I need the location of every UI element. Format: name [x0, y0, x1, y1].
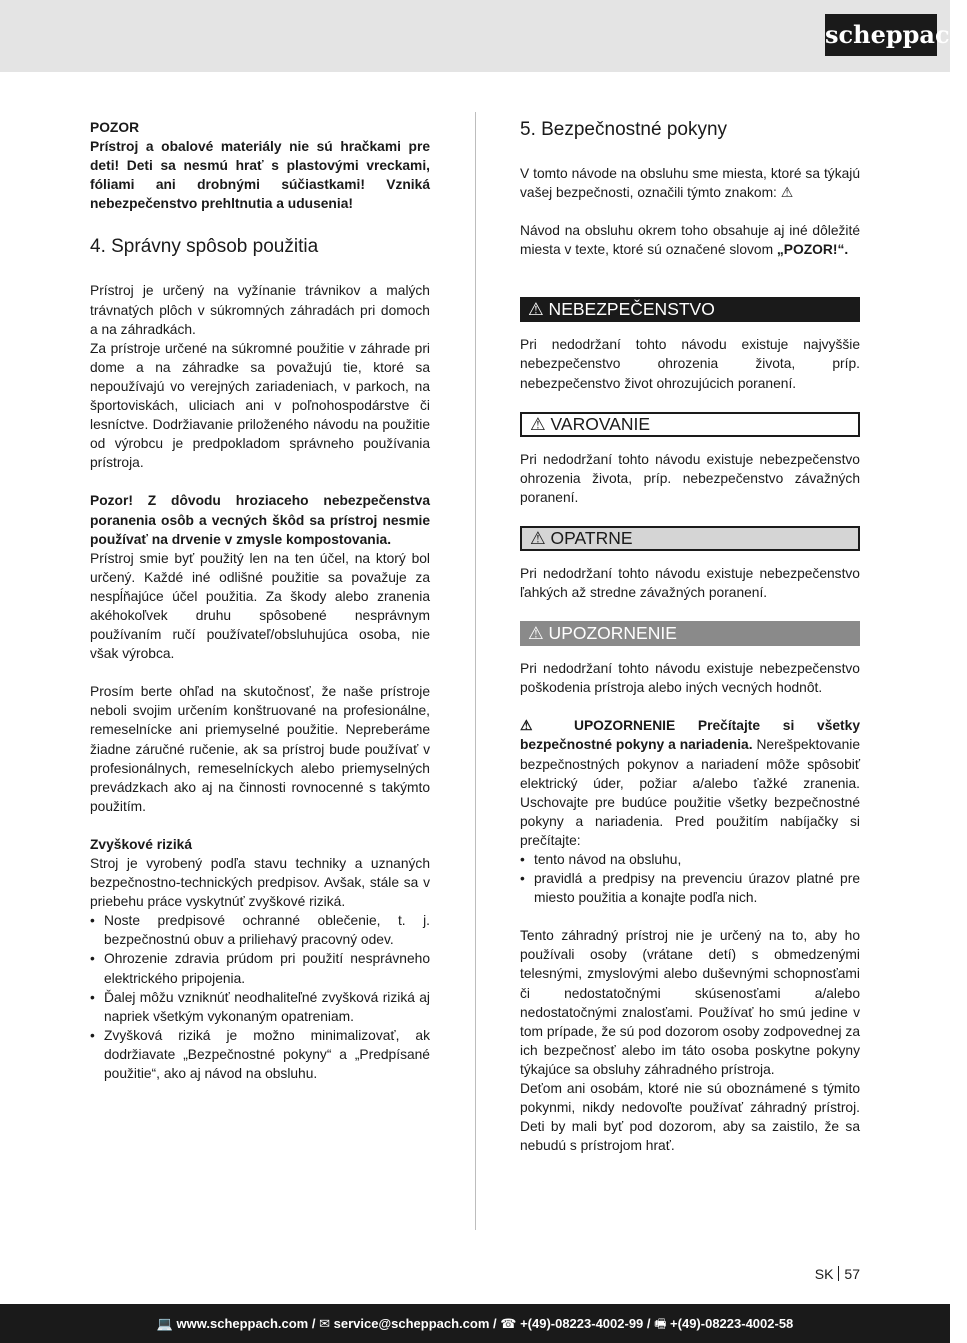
warning-label-box: ⚠ VAROVANIE — [520, 412, 860, 437]
residual-risks-text: Stroj je vyrobený podľa stavu techniky a uznaných bezpečnostno-technických predpisov. Avšak, stále sa v priebehu práce vyskytnúť zvyškové riziká. — [90, 856, 430, 910]
list-item: • Ohrozenie zdravia prúdom pri použití nesprávneho elektrického pripojenia. — [90, 949, 430, 987]
page-number-separator — [838, 1266, 839, 1281]
footer-phone[interactable]: +(49)-08223-4002-99 — [520, 1316, 644, 1331]
right-column — [520, 118, 860, 1155]
footer-contact-bar — [0, 1304, 950, 1343]
footer-separator: / — [308, 1316, 320, 1331]
read-instructions-paragraph — [520, 716, 860, 850]
computer-icon: 💻 — [156, 1316, 173, 1331]
footer-separator: / — [643, 1316, 655, 1331]
header-band — [0, 0, 950, 72]
pozor-text: Prístroj a obalové materiály nie sú hračkami pre deti! Deti sa nesmú hrať s plastovými vreckami, fóliami ani drobnými súčiastkami! Vzniká nebezpečenstvo prehltnutia a udusenia! — [90, 139, 430, 212]
use-paragraph-1: Prístroj je určený na vyžínanie trávnikov a malých trávnatých plôch v súkromných záhradách pri domoch a na záhradkách. — [90, 283, 430, 337]
list-item: • Noste predpisové ochranné oblečenie, t. j. bezpečnostnú obuv a priliehavý pracovný odev. — [90, 911, 430, 949]
page-lang: SK — [814, 1266, 834, 1282]
danger-text: Pri nedodržaní tohto návodu existuje najvyššie nebezpečenstvo ohrozenia života, príp. nebezpečenstvo život ohrozujúcich poranení. — [520, 337, 860, 391]
caution-text: Pri nedodržaní tohto návodu existuje nebezpečenstvo ľahkých až stredne závažných poranení. — [520, 565, 860, 601]
read-instructions-bold: ⚠ UPOZORNENIE Prečítajte si všetky bezpečnostné pokyny a nariadenia. — [520, 718, 860, 753]
intro-paragraph-2-text: Návod na obsluhu okrem toho obsahuje aj iné dôležité miesta v texte, ktoré sú označené slovom — [520, 223, 860, 258]
list-item: • Ďalej môžu vzniknúť neodhaliteľné zvyšková riziká aj napriek všetkým vykonaným opatreniam. — [90, 988, 430, 1026]
pozor-title: POZOR — [90, 120, 140, 135]
footer-separator: / — [489, 1316, 501, 1331]
list-item: • pravidlá a predpisy na prevenciu úrazov platné pre miesto použitia a konajte podľa nich. — [520, 869, 860, 907]
intro-paragraph-2-bold: „POZOR!“. — [776, 242, 849, 258]
residual-risks-list — [90, 911, 430, 1083]
residual-risks-title: Zvyškové riziká — [90, 836, 193, 852]
list-item: • tento návod na obsluhu, — [520, 850, 860, 869]
read-instructions-text: Nerešpektovanie bezpečnostných pokynov a nariadení môže spôsobiť elektrický úder, požiar a/alebo ťažké zranenia. Uschovajte pre budúce použitie všetky bezpečnostné pokyny a nariadenia. Pred použitím nabíjačky si prečítajte: — [520, 737, 860, 848]
use-paragraph-4: Prosím berte ohľad na skutočnosť, že naše prístroje neboli svojim určením konštruované na profesionálne, remeselnícke ani priemyselné použitie. Nepreberáme žiadne záručné ručenie, ak sa prístroj bude používať v profesionálnych, remeselníckych alebo priemyselných prevádzkach ako aj na činnosti rovnocenné s takýmto použitím. — [90, 684, 430, 814]
left-column — [90, 118, 430, 1083]
use-paragraph-2: Za prístroje určené na súkromné použitie v záhrade pri dome a na záhradke sa považujú tie, ktoré sa nepoužívajú vo verejných zariadeniach, v parkoch, na športoviskách, uliciach ani v poľnohospodárstve či lesníctve. Dodržiavanie priloženého návodu na použitie od výrobcu je predpokladom správneho používania prístroja. — [90, 340, 430, 471]
fax-icon: 🖷 — [654, 1316, 667, 1331]
read-instructions-list — [520, 850, 860, 907]
phone-icon: ☎ — [500, 1316, 517, 1331]
use-paragraph-3: Prístroj smie byť použitý len na ten účel, na ktorý bol určený. Každé iné odlišné použitie sa považuje za nespĺňajúce účel použitia. Za škody alebo zranenia akéhokoľvek druhu spôsobené nesprávnym používaním ručí používateľ/obsluhujúca osoba, nie však výrobca. — [90, 550, 430, 662]
notice-text: Pri nedodržaní tohto návodu existuje nebezpečenstvo poškodenia prístroja alebo iných vecných hodnôt. — [520, 661, 860, 696]
footer-email-link[interactable]: service@scheppach.com — [333, 1316, 490, 1331]
danger-label-box: ⚠ NEBEZPEČENSTVO — [520, 297, 860, 322]
notice-label-box: ⚠ UPOZORNENIE — [520, 621, 860, 646]
compost-warning: Pozor! Z dôvodu hroziaceho nebezpečenstva poranenia osôb a vecných škôd sa prístroj nesmie používať na drvenie v zmysle kompostovania. — [90, 493, 430, 547]
page-number-value: 57 — [844, 1266, 860, 1282]
footer-website-link[interactable]: www.scheppach.com — [176, 1316, 309, 1331]
children-paragraph: Deťom ani osobám, ktoré nie sú oboznámené s týmito pokynmi, nikdy nedovoľte používať záhradný prístroj. Deti by mali byť pod dozorom, aby sa zaistilo, že sa nebudú s prístrojom hrať. — [520, 1081, 860, 1154]
mail-icon: ✉ — [319, 1316, 330, 1331]
scheppach-logo: scheppach — [825, 14, 937, 56]
warning-text: Pri nedodržaní tohto návodu existuje nebezpečenstvo ohrozenia života, príp. nebezpečenstvo závažných poranení. — [520, 451, 860, 505]
section-5-title: 5. Bezpečnostné pokyny — [520, 119, 728, 140]
intro-paragraph-2 — [520, 221, 860, 259]
page-number — [790, 1266, 860, 1282]
footer-fax: +(49)-08223-4002-58 — [670, 1316, 794, 1331]
section-4-title: 4. Správny spôsob použitia — [90, 236, 319, 258]
persons-paragraph: Tento záhradný prístroj nie je určený na to, aby ho používali osoby (vrátane detí) s obmedzenými telesnými, zmyslovými alebo duševnými schopnosťami či nedostatočnými skúsenosťami a/alebo nedostatočnými znalosťami. Používať ho smú jedine v tom prípade, že sú pod dozorom osoby zodpovednej za ich bezpečnosť alebo im táto osoba poskytne pokyny týkajúce sa obsluhy záhradného prístroja. — [520, 928, 860, 1077]
caution-label-box: ⚠ OPATRNE — [520, 526, 860, 551]
intro-paragraph-1: V tomto návode na obsluhu sme miesta, ktoré sa týkajú vašej bezpečnosti, označili týmto znakom: ⚠ — [520, 166, 860, 201]
column-divider — [475, 112, 476, 1230]
list-item: • Zvyšková riziká je možno minimalizovať, ak dodržiavate „Bezpečnostné pokyny“ a „Predpísané použitie“, ako aj návod na obsluhu. — [90, 1026, 430, 1083]
